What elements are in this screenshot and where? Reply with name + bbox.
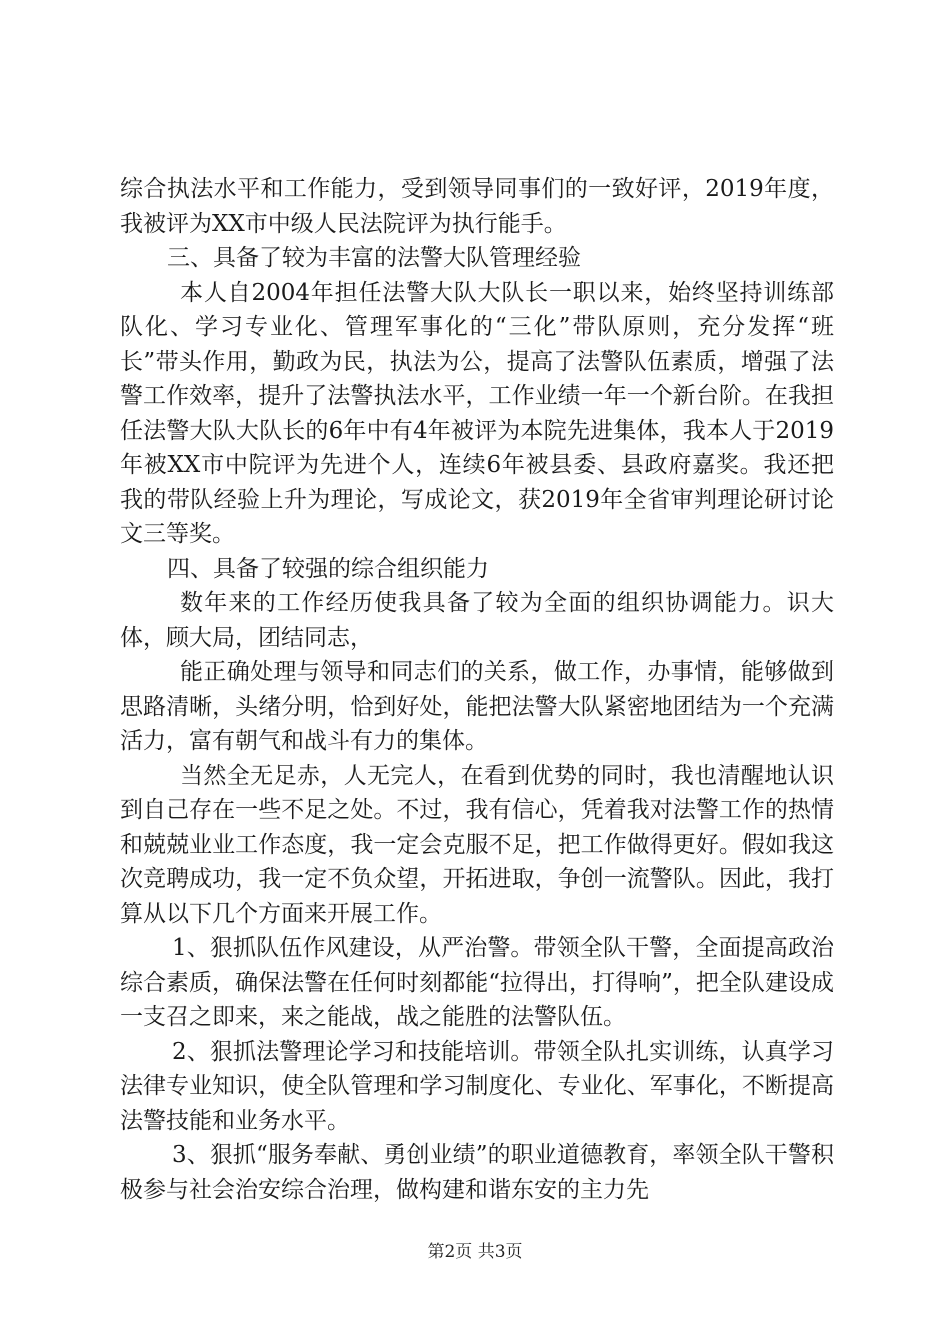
section-heading: 四、具备了较强的综合组织能力 [167,555,489,582]
body-paragraph: 当然全无足赤，人无完人，在看到优势的同时，我也清醒地认识到自己存在一些不足之处。不过，我有信心，凭着我对法警工作的热情和兢兢业业工作态度，我一定会克服不足，把工作做得更好。假如我这次竞聘成功，我一定不负众望，开拓进取，争创一流警队。因此，我打算从以下几个方面来开展工作。 [120,762,834,927]
numbered-item: 1、狠抓队伍作风建设，从严治警。带领全队干警，全面提高政治综合素质，确保法警在任何时刻都能“拉得出，打得响”，把全队建设成一支召之即来，来之能战，战之能胜的法警队伍。 [120,935,834,1030]
body-paragraph: 数年来的工作经历使我具备了较为全面的组织协调能力。识大体，顾大局，团结同志， [120,590,834,651]
page-footer [0,1242,950,1262]
document-body [120,172,834,1207]
numbered-item: 3、狠抓“服务奉献、勇创业绩”的职业道德教育，率领全队干警积极参与社会治安综合治理，做构建和谐东安的主力先 [120,1142,834,1203]
numbered-item: 2、狠抓法警理论学习和技能培训。带领全队扎实训练，认真学习法律专业知识，使全队管理和学习制度化、专业化、军事化，不断提高法警技能和业务水平。 [120,1038,834,1134]
page-number-label: 第2页 共3页 [427,1242,523,1262]
section-heading: 三、具备了较为丰富的法警大队管理经验 [167,245,581,271]
body-paragraph: 综合执法水平和工作能力，受到领导同事们的一致好评，2019年度，我被评为XX市中级人民法院评为执行能手。 [120,176,834,237]
body-paragraph: 能正确处理与领导和同志们的关系，做工作，办事情，能够做到思路清晰，头绪分明，恰到好处，能把法警大队紧密地团结为一个充满活力，富有朝气和战斗有力的集体。 [120,659,834,754]
body-paragraph: 本人自2004年担任法警大队大队长一职以来，始终坚持训练部队化、学习专业化、管理军事化的“三化”带队原则，充分发挥“班长”带头作用，勤政为民，执法为公，提高了法警队伍素质，增强了法警工作效率，提升了法警执法水平，工作业绩一年一个新台阶。在我担任法警大队大队长的6年中有4年被评为本院先进集体，我本人于2019年被XX市中院评为先进个人，连续6年被县委、县政府嘉奖。我还把我的带队经验上升为理论，写成论文，获2019年全省审判理论研讨论文三等奖。 [120,279,834,547]
